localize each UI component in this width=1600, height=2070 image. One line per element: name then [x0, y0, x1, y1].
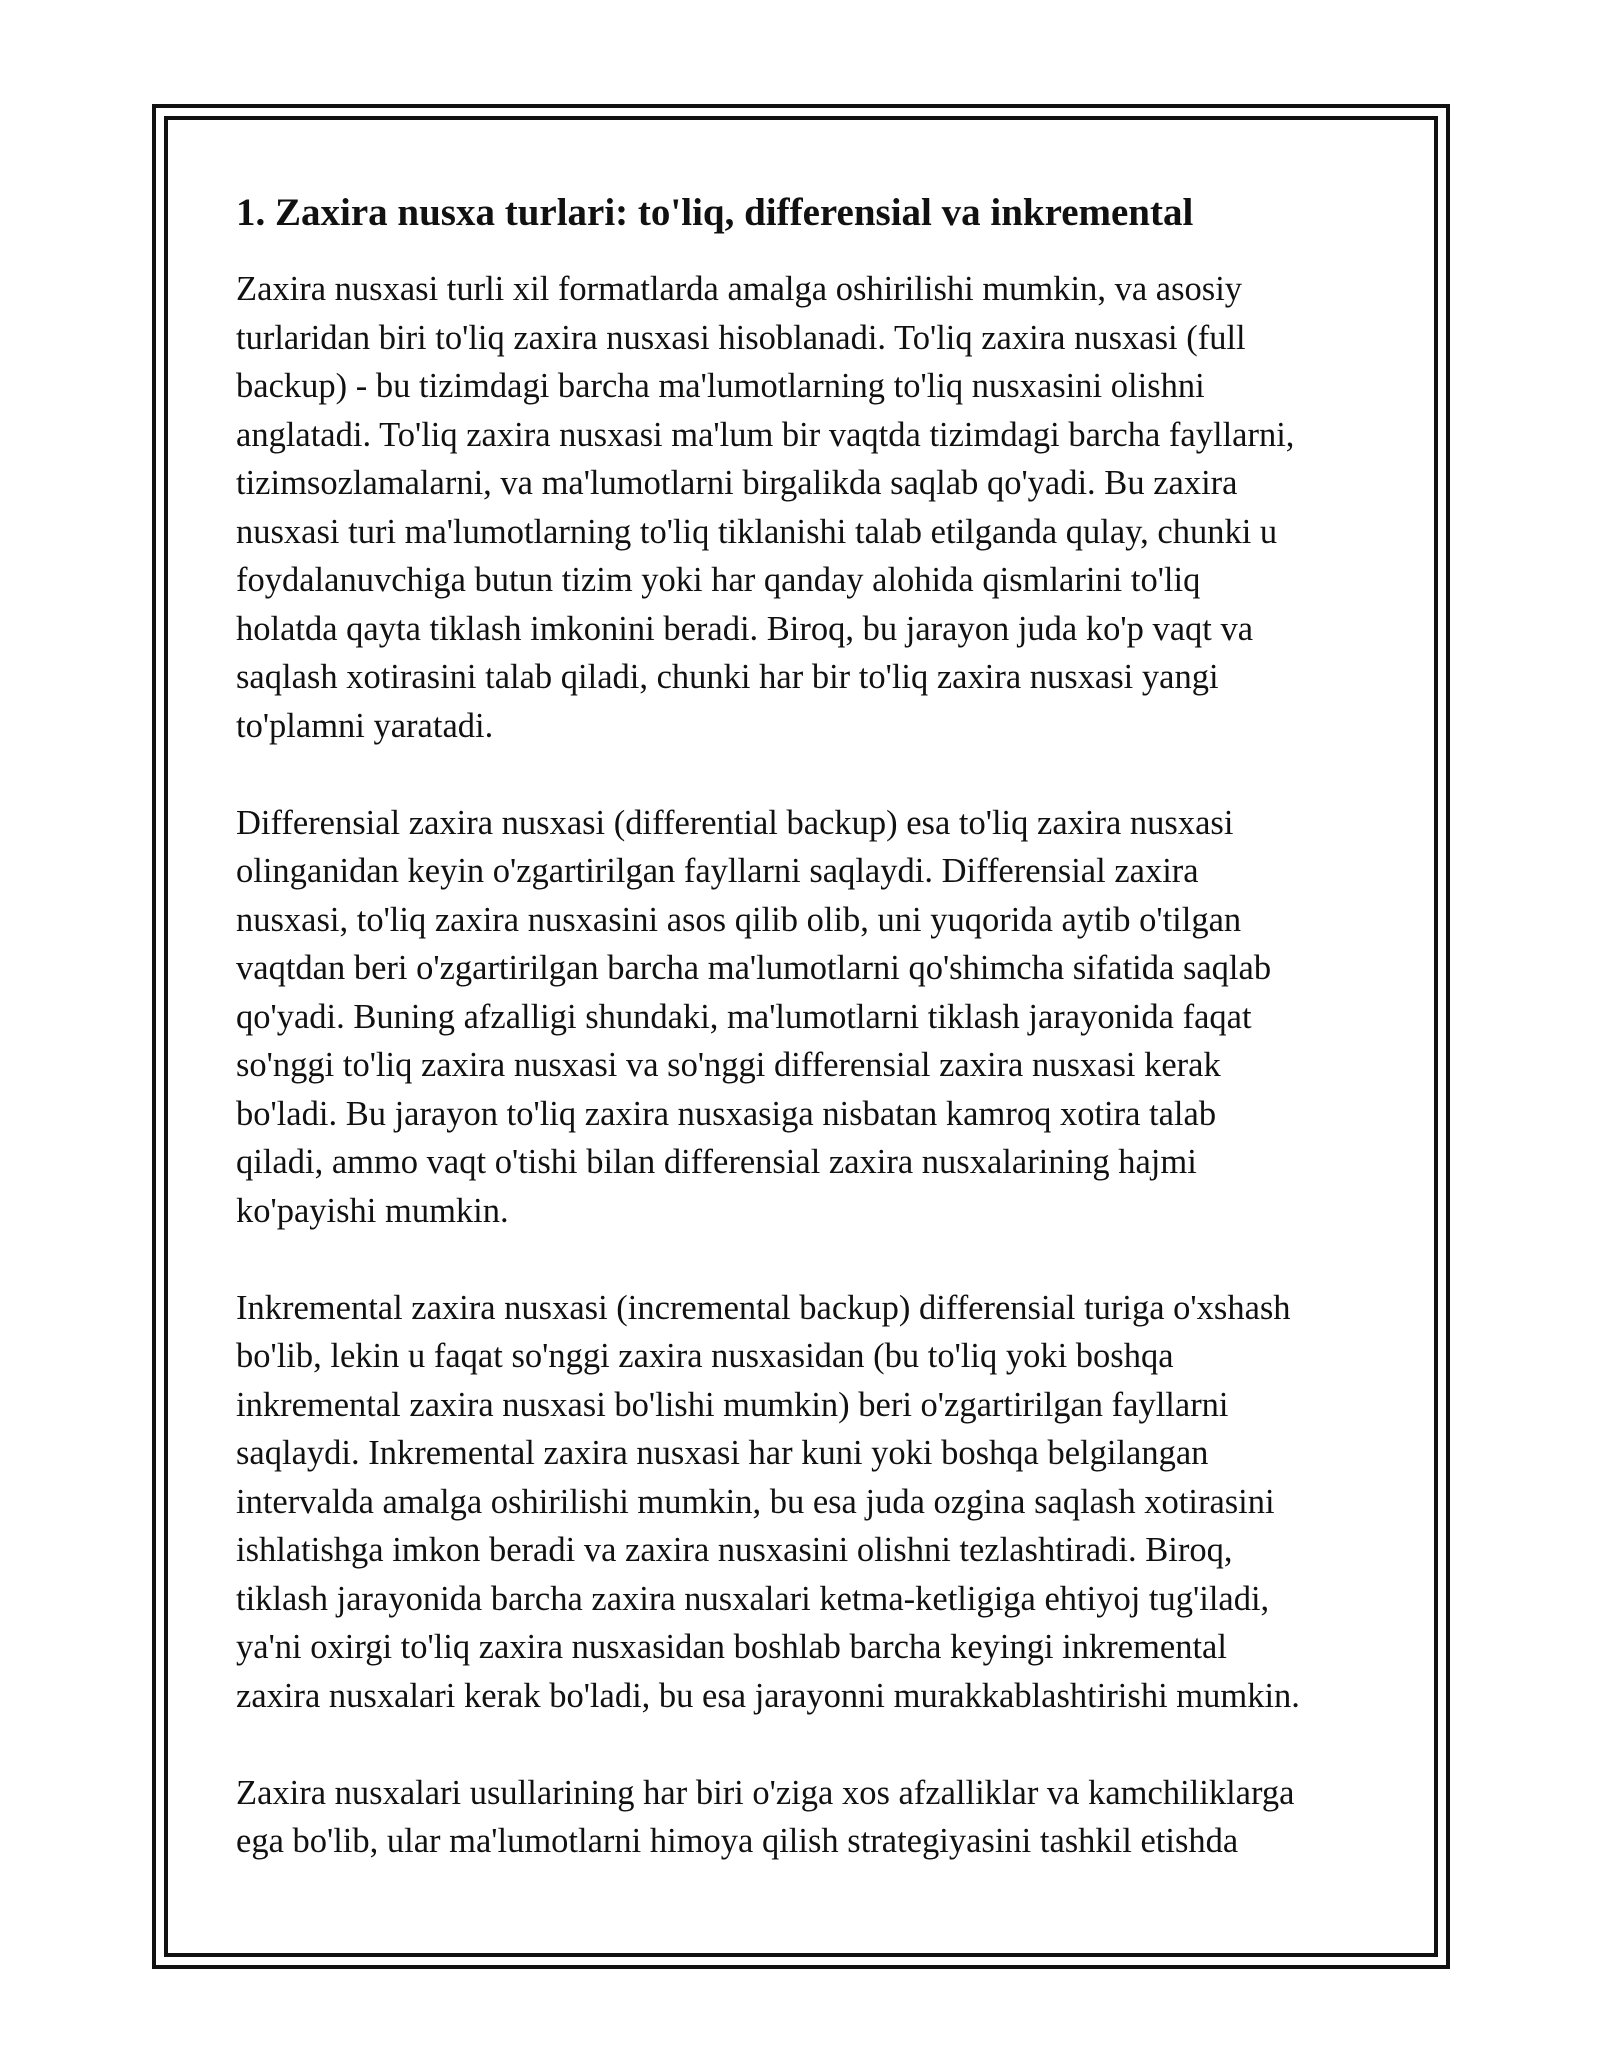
text-line: Differensial zaxira nusxasi (differential backup) esa to'liq zaxira nusxasi	[236, 803, 1234, 842]
text-line: saqlash xotirasini talab qiladi, chunki har bir to'liq zaxira nusxasi yangi	[236, 658, 1219, 696]
paragraph-full-backup	[236, 265, 1386, 750]
text-line: bo'ladi. Bu jarayon to'liq zaxira nusxasiga nisbatan kamroq xotira talab	[236, 1094, 1217, 1133]
text-line: to'plamni yaratadi.	[236, 706, 494, 745]
text-line: so'nggi to'liq zaxira nusxasi va so'nggi differensial zaxira nusxasi kerak	[236, 1046, 1221, 1084]
text-line: vaqtdan beri o'zgartirilgan barcha ma'lumotlarni qo'shimcha sifatida saqlab	[236, 949, 1272, 987]
text-line: holatda qayta tiklash imkonini beradi. Biroq, bu jarayon juda ko'p vaqt va	[236, 609, 1254, 648]
document-body	[236, 185, 1386, 1914]
paragraph-conclusion	[236, 1769, 1386, 1866]
text-line: qiladi, ammo vaqt o'tishi bilan differensial zaxira nusxalarining hajmi	[236, 1143, 1197, 1181]
text-line: ko'payishi mumkin.	[236, 1191, 509, 1230]
paragraph-differential-backup	[236, 799, 1386, 1236]
text-line: inkremental zaxira nusxasi bo'lishi mumkin) beri o'zgartirilgan fayllarni	[236, 1385, 1229, 1424]
text-line: bo'lib, lekin u faqat so'nggi zaxira nusxasidan (bu to'liq yoki boshqa	[236, 1337, 1174, 1375]
text-line: backup) - bu tizimdagi barcha ma'lumotlarning to'liq nusxasini olishni	[236, 367, 1205, 405]
text-line: olinganidan keyin o'zgartirilgan fayllarni saqlaydi. Differensial zaxira	[236, 852, 1199, 890]
text-line: ega bo'lib, ular ma'lumotlarni himoya qilish strategiyasini tashkil etishda	[236, 1822, 1239, 1860]
text-line: turlaridan biri to'liq zaxira nusxasi hisoblanadi. To'liq zaxira nusxasi (full	[236, 318, 1246, 357]
text-line: ishlatishga imkon beradi va zaxira nusxasini olishni tezlashtiradi. Biroq,	[236, 1531, 1233, 1569]
text-line: tiklash jarayonida barcha zaxira nusxalari ketma-ketligiga ehtiyoj tug'iladi,	[236, 1579, 1270, 1618]
text-line: nusxasi, to'liq zaxira nusxasini asos qilib olib, uni yuqorida aytib o'tilgan	[236, 900, 1242, 939]
section-heading: 1. Zaxira nusxa turlari: to'liq, differensial va inkremental	[236, 191, 1194, 234]
text-line: intervalda amalga oshirilishi mumkin, bu esa juda ozgina saqlash xotirasini	[236, 1482, 1275, 1521]
paragraph-incremental-backup	[236, 1284, 1386, 1721]
text-line: Inkremental zaxira nusxasi (incremental backup) differensial turiga o'xshash	[236, 1288, 1291, 1327]
text-line: tizimsozlamalarni, va ma'lumotlarni birgalikda saqlab qo'yadi. Bu zaxira	[236, 464, 1238, 502]
text-line: ya'ni oxirgi to'liq zaxira nusxasidan boshlab barcha keyingi inkremental	[236, 1628, 1227, 1666]
text-line: zaxira nusxalari kerak bo'ladi, bu esa jarayonni murakkablashtirishi mumkin.	[236, 1676, 1300, 1715]
text-line: saqlaydi. Inkremental zaxira nusxasi har kuni yoki boshqa belgilangan	[236, 1434, 1209, 1472]
text-line: nusxasi turi ma'lumotlarning to'liq tiklanishi talab etilganda qulay, chunki u	[236, 512, 1278, 551]
text-line: qo'yadi. Buning afzalligi shundaki, ma'lumotlarni tiklash jarayonida faqat	[236, 997, 1252, 1036]
text-line: Zaxira nusxalari usullarining har biri o'ziga xos afzalliklar va kamchiliklarga	[236, 1773, 1295, 1812]
text-line: foydalanuvchiga butun tizim yoki har qanday alohida qismlarini to'liq	[236, 561, 1201, 599]
text-line: Zaxira nusxasi turli xil formatlarda amalga oshirilishi mumkin, va asosiy	[236, 270, 1243, 308]
text-line: anglatadi. To'liq zaxira nusxasi ma'lum bir vaqtda tizimdagi barcha fayllarni,	[236, 415, 1295, 454]
